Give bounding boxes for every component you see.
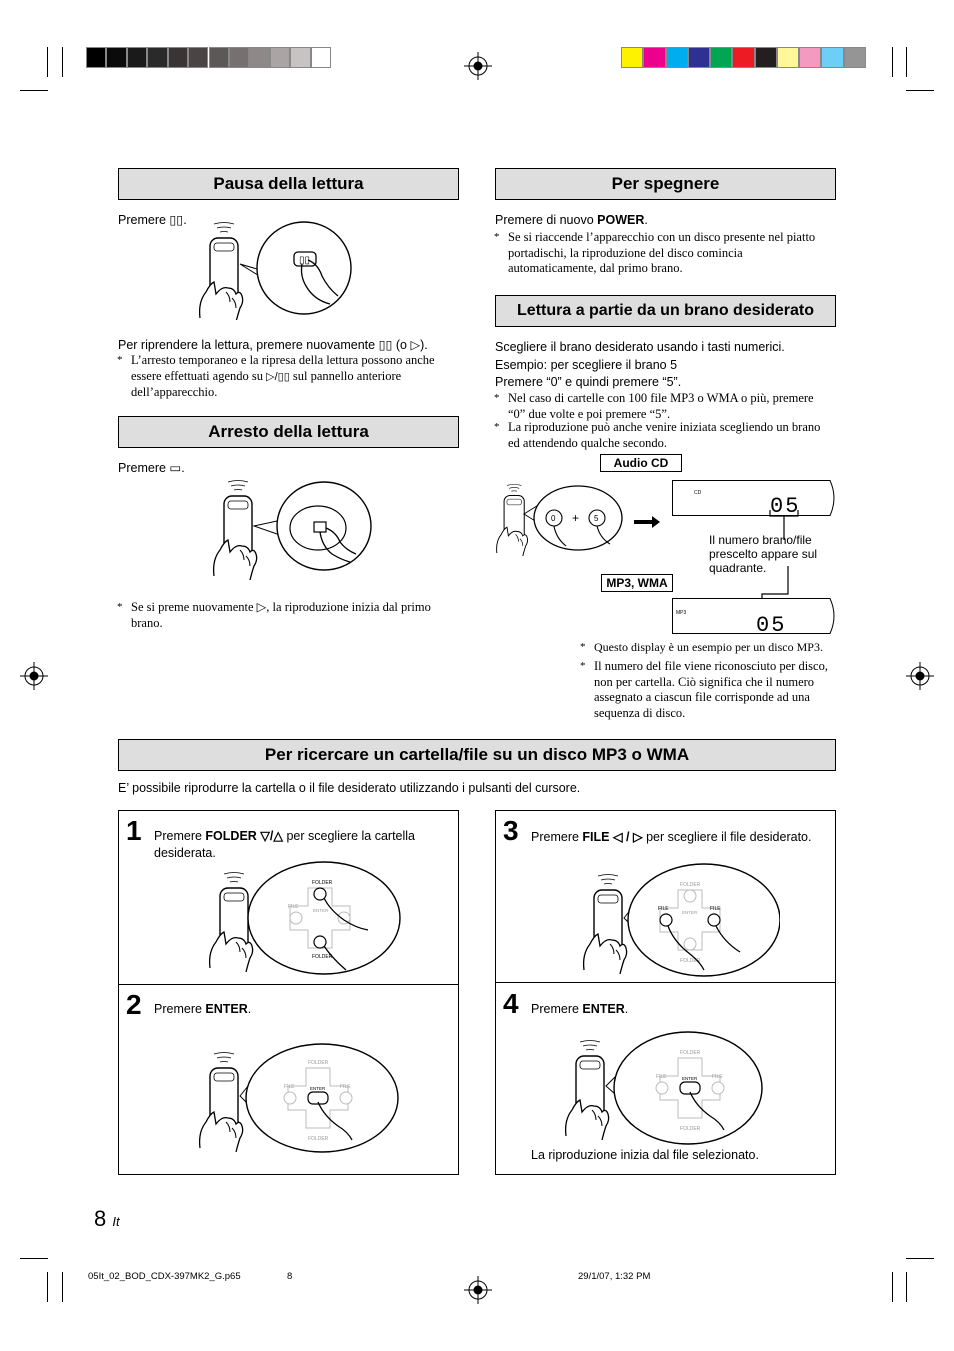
color-swatch [666,47,688,68]
cursor-pad-illustration-2 [196,1040,402,1154]
play-pause-icon: ▷/▯▯ [266,370,290,383]
pad-enter-label: ENTER [310,1086,326,1091]
color-swatch [168,47,188,68]
lettura-line2: Esempio: per scegliere il brano 5 [495,358,678,372]
cursor-pad-illustration-4 [562,1030,768,1146]
ricercare-intro: E’ possibile riprodurre la cartella o il file desiderato utilizzando i pulsanti del cursore. [118,781,581,795]
arresto-note: * Se si preme nuovamente ▷, la riproduzione inizia dal primo brano. [117,600,431,630]
pad-folder-label: FOLDER [312,880,333,886]
display-cd-tag: CD [694,490,702,496]
lettura-note4: * Il numero del file viene riconosciuto per disco, non per cartella. Ciò significa che il numero assegnato a ciascun file corrisponde ad una sequenza di disco. [580,659,828,720]
footer-file: 05It_02_BOD_CDX-397MK2_G.p65 [88,1271,241,1282]
color-swatch [270,47,290,68]
color-bar-left [86,47,331,68]
lettura-note2: * La riproduzione può anche venire iniziata scegliendo un brano ed attendendo qualche secondo. [494,420,821,450]
remote-pause-illustration [196,220,356,320]
color-bar-right [621,47,866,68]
color-swatch [777,47,799,68]
remote-numeric-illustration [494,484,664,556]
color-swatch [249,47,269,68]
step-number: 3 [503,815,519,846]
color-swatch [621,47,643,68]
color-swatch [311,47,331,68]
color-swatch [755,47,777,68]
lettura-line3: Premere “0” e quindi premere “5”. [495,375,682,389]
pad-enter-label: ENTER [682,910,698,915]
section-title-arresto: Arresto della lettura [118,416,459,448]
play-icon: ▷ [256,600,267,614]
pad-file-label: FILE [340,1084,351,1090]
section-title-spegnere: Per spegnere [495,168,836,200]
display-mp3 [672,598,838,634]
lettura-note1: * Nel caso di cartelle con 100 file MP3 o WMA o più, premere “0” due volte e poi premere “5”. [494,391,814,421]
footer-date: 29/1/07, 1:32 PM [578,1271,651,1282]
remote-stop-illustration [210,480,380,580]
pausa-resume: Per riprendere la lettura, premere nuovamente ▯▯ (o ▷). [118,338,428,352]
color-swatch [844,47,866,68]
section-title-pausa: Pausa della lettura [118,168,459,200]
display-mp3-tag: MP3 [676,610,687,616]
pad-file-label: FILE [284,1084,295,1090]
color-swatch [290,47,310,68]
color-swatch [127,47,147,68]
pad-folder-label: FOLDER [680,882,701,888]
color-swatch [710,47,732,68]
step-1-text: Premere FOLDER ▽/△ per scegliere la cartella desiderata. [154,829,416,860]
pad-file-label: FILE [288,904,299,910]
step-4-extra: La riproduzione inizia dal file selezionato. [531,1148,759,1162]
pad-file-label: FILE [656,1074,667,1080]
color-swatch [643,47,665,68]
pad-file-label: FILE [712,1074,723,1080]
footer-page: 8 [287,1271,293,1282]
display-cd-value: 05 [770,494,801,516]
lettura-note3: * Questo display è un esempio per un disco MP3. [580,640,823,654]
pad-folder-label: FOLDER [680,1126,701,1132]
color-swatch [106,47,126,68]
step-2-text: Premere ENTER. [154,1002,252,1016]
step-3-text: Premere FILE ◁ / ▷ per scegliere il file desiderato. [531,830,812,844]
pause-icon: ▯▯ [169,213,184,227]
key-0: 0 [551,514,556,523]
color-swatch [688,47,710,68]
pad-folder-label: FOLDER [680,958,701,964]
display-mp3-value: 05 [756,613,787,634]
color-swatch [732,47,754,68]
pad-file-label: FILE [658,906,669,912]
pausa-instruction: Premere ▯▯. [118,213,187,227]
registration-mark-icon [906,662,934,690]
pausa-note: * L’arresto temporaneo e la ripresa della lettura possono anche essere effettuati agendo su ▷/▯▯ sul pannello anteriore dell’apparecchio. [117,353,435,399]
registration-mark-icon [464,52,492,80]
spegnere-note: * Se si riaccende l’apparecchio con un disco presente nel piatto portadischi, la riproduzione del disco comincia automaticamente, dal primo brano. [494,230,816,275]
pad-folder-label: FOLDER [680,1050,701,1056]
color-swatch [188,47,208,68]
color-swatch [799,47,821,68]
pause-icon: ▯▯ [378,338,393,352]
color-swatch [229,47,249,68]
cursor-pad-illustration-1 [206,860,402,976]
plus-sign: + [572,511,580,525]
color-swatch [86,47,106,68]
color-swatch [821,47,843,68]
registration-mark-icon [20,662,48,690]
step-number: 4 [503,988,519,1019]
mp3-wma-label: MP3, WMA [601,574,673,592]
pad-folder-label: FOLDER [308,1060,329,1066]
pad-enter-label: ENTER [682,1076,698,1081]
key-5: 5 [594,514,599,523]
step-4-text: Premere ENTER. [531,1002,629,1016]
pad-folder-label: FOLDER [308,1136,329,1142]
step-number: 1 [126,815,142,846]
pad-folder-label: FOLDER [312,954,333,960]
spegnere-instruction: Premere di nuovo POWER. [495,213,648,227]
lettura-line1: Scegliere il brano desiderato usando i tasti numerici. [495,340,785,354]
display-note: Il numero brano/file prescelto appare sul quadrante. [709,533,818,575]
section-title-lettura: Lettura a partie da un brano desiderato [495,295,836,327]
registration-mark-icon [464,1276,492,1304]
step-number: 2 [126,989,142,1020]
svg-text:▯▯: ▯▯ [299,255,311,266]
audio-cd-label: Audio CD [600,454,682,472]
color-swatch [209,47,229,68]
section-title-ricercare: Per ricercare un cartella/file su un disco MP3 o WMA [118,739,836,771]
arresto-instruction: Premere ▭. [118,461,185,475]
stop-icon: ▭ [169,461,182,475]
page-number: 8 It [94,1206,120,1231]
cursor-pad-illustration-3 [580,862,780,978]
pad-file-label: FILE [710,906,721,912]
play-icon: ▷ [410,338,421,352]
color-swatch [147,47,167,68]
pad-enter-label: ENTER [313,908,329,913]
